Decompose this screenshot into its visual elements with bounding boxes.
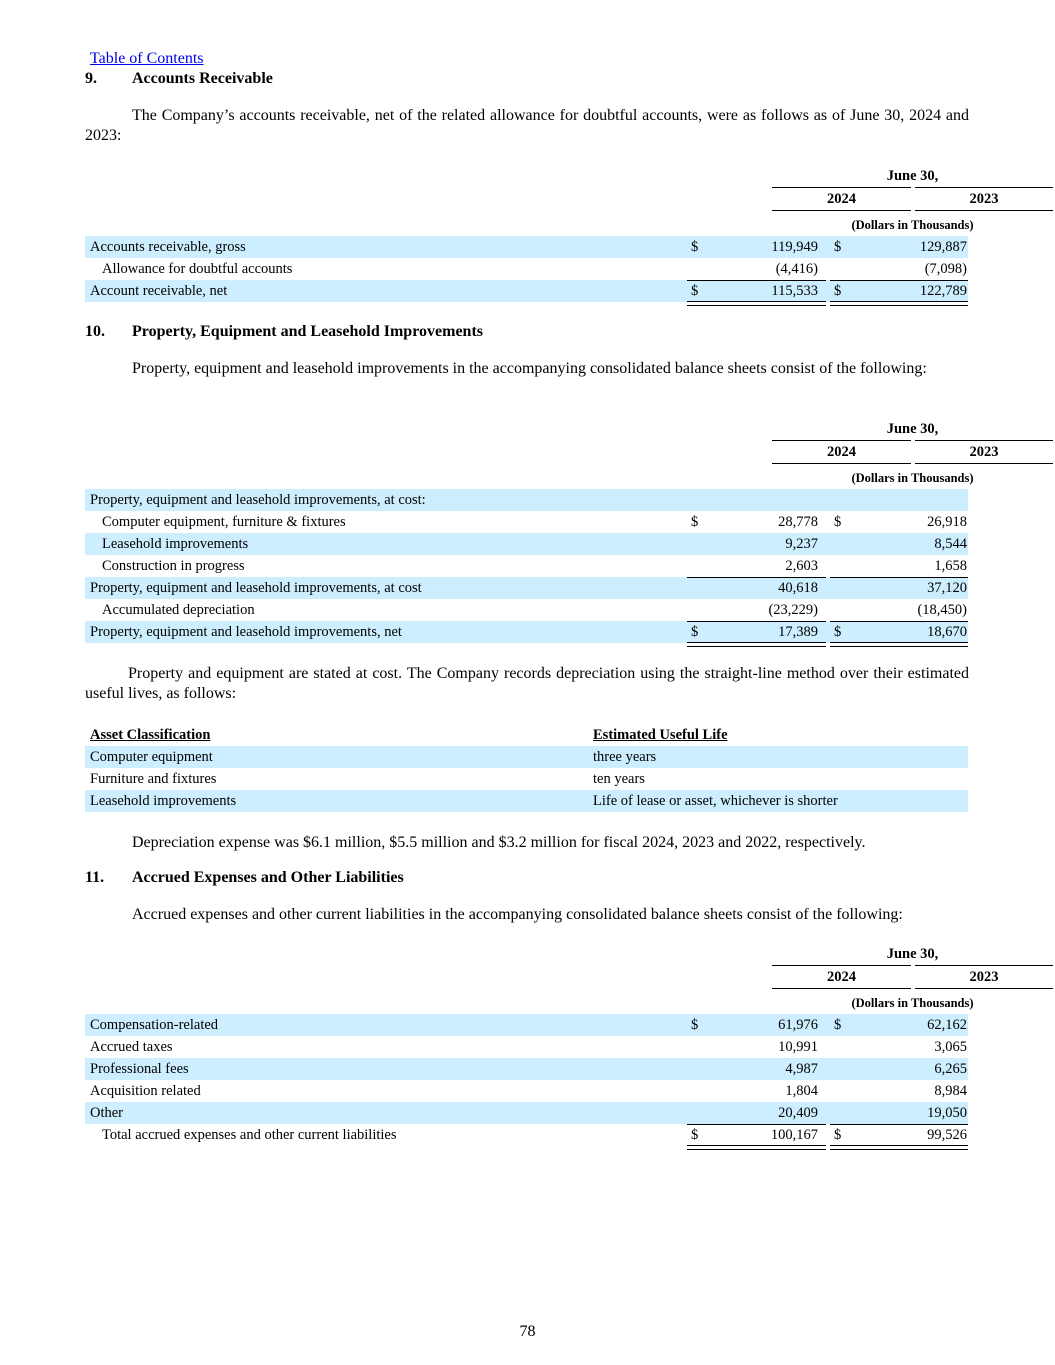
- value-2024: 4,987: [785, 1061, 818, 1077]
- table-of-contents-link[interactable]: Table of Contents: [90, 50, 204, 67]
- value-2023: 122,789: [919, 283, 967, 299]
- section-11-number: 11.: [85, 869, 105, 886]
- dollar-sign: $: [834, 1127, 842, 1143]
- row-label: Accounts receivable, gross: [90, 239, 246, 255]
- units-header: (Dollars in Thousands): [851, 218, 974, 232]
- section-9-title: Accounts Receivable: [132, 70, 273, 87]
- period-header: June 30,: [886, 946, 939, 962]
- section-10-number: 10.: [85, 323, 105, 340]
- value-2023: 19,050: [927, 1105, 967, 1121]
- year-header-2024: 2024: [772, 187, 911, 211]
- value-2023: (18,450): [917, 602, 967, 618]
- section-9-heading: [85, 70, 273, 88]
- row-label: Other: [90, 1105, 124, 1121]
- subtotal-rule: [830, 1124, 968, 1125]
- row-label: Construction in progress: [102, 558, 245, 574]
- period-header: June 30,: [886, 168, 939, 184]
- section-10-title: Property, Equipment and Leasehold Improvements: [132, 323, 483, 340]
- value-2023: 99,526: [927, 1127, 967, 1143]
- value-2024: 61,976: [778, 1017, 818, 1033]
- total-double-rule: [687, 301, 826, 306]
- dollar-sign: $: [691, 283, 699, 299]
- dollar-sign: $: [691, 1127, 699, 1143]
- value-2023: 26,918: [927, 514, 967, 530]
- row-label: Accrued taxes: [90, 1039, 173, 1055]
- row-label: Acquisition related: [90, 1083, 201, 1099]
- dollar-sign: $: [691, 239, 699, 255]
- subtotal-rule: [687, 280, 826, 281]
- row-label: Compensation-related: [90, 1017, 219, 1033]
- dollar-sign: $: [834, 239, 842, 255]
- total-double-rule: [830, 1145, 968, 1150]
- table-row: [85, 280, 968, 302]
- table-row: [85, 533, 968, 555]
- value-2023: 37,120: [927, 580, 967, 596]
- period-header: June 30,: [886, 421, 939, 437]
- value-2024: 10,991: [778, 1039, 818, 1055]
- table-row: [85, 1124, 968, 1146]
- row-label: Professional fees: [90, 1061, 189, 1077]
- table-row: [85, 1014, 968, 1036]
- table-row: [85, 489, 968, 511]
- table-row: [85, 258, 968, 280]
- table-row: [85, 1102, 968, 1124]
- dollar-sign: $: [834, 624, 842, 640]
- value-2023: (7,098): [924, 261, 967, 277]
- value-2023: 18,670: [927, 624, 967, 640]
- section-10-heading: [85, 323, 483, 341]
- asset-life: ten years: [593, 771, 645, 787]
- value-2024: 115,533: [771, 283, 818, 299]
- row-label: Account receivable, net: [90, 283, 228, 299]
- value-2024: 40,618: [778, 580, 818, 596]
- value-2023: 129,887: [919, 239, 967, 255]
- value-2024: 119,949: [771, 239, 818, 255]
- section-11-intro: Accrued expenses and other current liabilities in the accompanying consolidated balance sheets consist of the following:: [132, 906, 903, 923]
- asset-life: Life of lease or asset, whichever is shorter: [593, 793, 838, 809]
- value-2023: 8,544: [934, 536, 967, 552]
- value-2023: 6,265: [934, 1061, 967, 1077]
- subtotal-rule: [687, 621, 826, 622]
- value-2024: 20,409: [778, 1105, 818, 1121]
- subtotal-rule: [830, 621, 968, 622]
- row-label: Property, equipment and leasehold improvements, at cost:: [90, 492, 426, 508]
- total-double-rule: [687, 1145, 826, 1150]
- table-row: [85, 236, 968, 258]
- units-header: (Dollars in Thousands): [851, 996, 974, 1010]
- value-2024: 9,237: [785, 536, 818, 552]
- subtotal-rule: [830, 577, 968, 578]
- asset-name: Furniture and fixtures: [90, 771, 217, 787]
- depreciation-method-paragraph: Property and equipment are stated at cost. The Company records depreciation using the straight-line method over their estimated useful lives, as follows:: [85, 665, 969, 702]
- asset-life: three years: [593, 749, 657, 765]
- total-double-rule: [830, 301, 968, 306]
- page-number: 78: [519, 1323, 536, 1340]
- dollar-sign: $: [834, 283, 842, 299]
- section-11-title: Accrued Expenses and Other Liabilities: [132, 869, 404, 886]
- table-row: [85, 746, 968, 768]
- value-2023: 3,065: [934, 1039, 967, 1055]
- depreciation-expense-paragraph: Depreciation expense was $6.1 million, $5.5 million and $3.2 million for fiscal 2024, 2023 and 2022, respectively.: [132, 834, 866, 851]
- value-2024: 2,603: [785, 558, 818, 574]
- subtotal-rule: [687, 577, 826, 578]
- table-row: [85, 1036, 968, 1058]
- year-header-2023: 2023: [915, 440, 1053, 464]
- section-10-intro: Property, equipment and leasehold improvements in the accompanying consolidated balance sheets consist of the following:: [132, 360, 927, 377]
- table-row: [85, 555, 968, 577]
- value-2024: (4,416): [775, 261, 818, 277]
- total-double-rule: [830, 642, 968, 647]
- section-9-intro: The Company’s accounts receivable, net of the related allowance for doubtful accounts, were as follows as of June 30, 2024 and 2023:: [85, 107, 969, 144]
- value-2024: 1,804: [785, 1083, 818, 1099]
- total-double-rule: [687, 642, 826, 647]
- row-label: Property, equipment and leasehold improvements, net: [90, 624, 402, 640]
- value-2024: 17,389: [778, 624, 818, 640]
- dollar-sign: $: [691, 624, 699, 640]
- table-row: [85, 1080, 968, 1102]
- row-label: Total accrued expenses and other current liabilities: [102, 1127, 397, 1143]
- table-row: [85, 599, 968, 621]
- table-row: [85, 621, 968, 643]
- table-row: [85, 768, 968, 790]
- row-label: Allowance for doubtful accounts: [102, 261, 293, 277]
- row-label: Computer equipment, furniture & fixtures: [102, 514, 346, 530]
- row-label: Accumulated depreciation: [102, 602, 255, 618]
- row-label: Leasehold improvements: [102, 536, 249, 552]
- year-header-2023: 2023: [915, 965, 1053, 989]
- table-header-row: [85, 724, 968, 746]
- section-9-number: 9.: [85, 70, 97, 87]
- dollar-sign: $: [834, 514, 842, 530]
- table-row: [85, 511, 968, 533]
- value-2024: 28,778: [778, 514, 818, 530]
- year-header-2023: 2023: [915, 187, 1053, 211]
- table-row: [85, 790, 968, 812]
- subtotal-rule: [830, 280, 968, 281]
- value-2024: (23,229): [768, 602, 818, 618]
- estimated-useful-life-header: Estimated Useful Life: [593, 727, 728, 743]
- value-2023: 1,658: [934, 558, 967, 574]
- row-label: Property, equipment and leasehold improvements, at cost: [90, 580, 422, 596]
- section-11-heading: [85, 869, 404, 887]
- asset-name: Leasehold improvements: [90, 793, 237, 809]
- units-header: (Dollars in Thousands): [851, 471, 974, 485]
- table-row: [85, 1058, 968, 1080]
- value-2023: 62,162: [927, 1017, 967, 1033]
- dollar-sign: $: [691, 1017, 699, 1033]
- value-2024: 100,167: [770, 1127, 818, 1143]
- table-row: [85, 577, 968, 599]
- asset-name: Computer equipment: [90, 749, 213, 765]
- asset-classification-header: Asset Classification: [90, 727, 211, 743]
- dollar-sign: $: [691, 514, 699, 530]
- value-2023: 8,984: [934, 1083, 967, 1099]
- subtotal-rule: [687, 1124, 826, 1125]
- year-header-2024: 2024: [772, 440, 911, 464]
- dollar-sign: $: [834, 1017, 842, 1033]
- year-header-2024: 2024: [772, 965, 911, 989]
